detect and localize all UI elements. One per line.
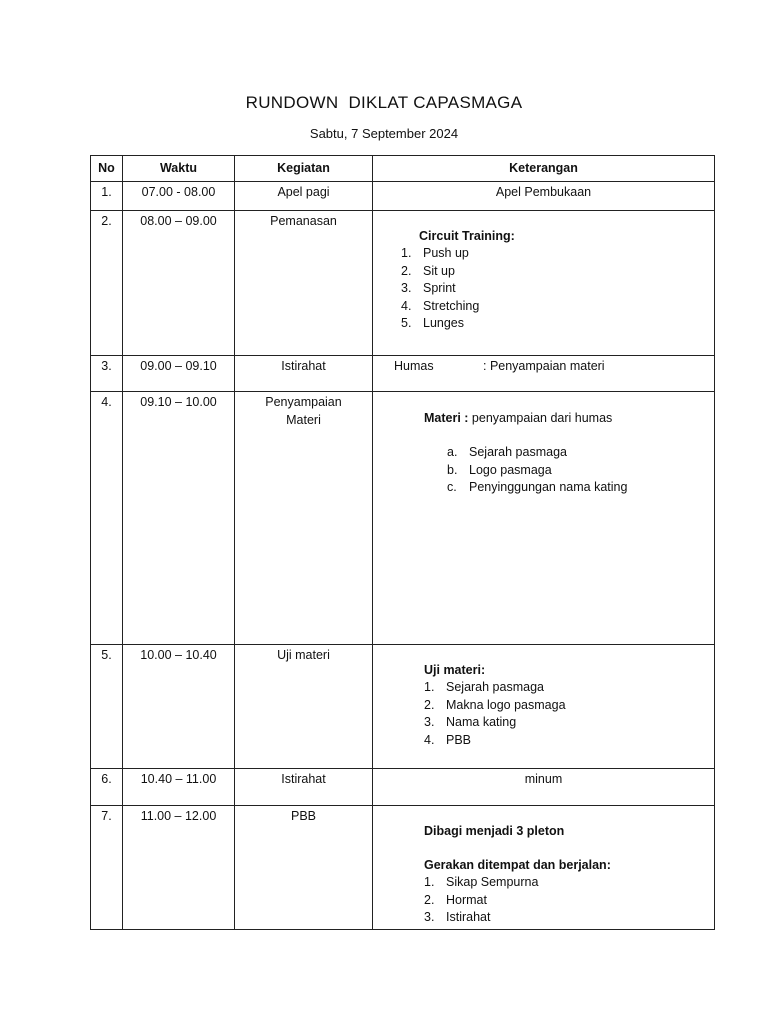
cell-kegiatan: PBB xyxy=(235,806,373,930)
cell-no: 1. xyxy=(91,182,123,211)
table-header-row xyxy=(91,156,715,182)
table-row xyxy=(91,356,715,392)
document-date: Sabtu, 7 September 2024 xyxy=(309,126,459,141)
humas-value: : Penyampaian materi xyxy=(483,359,605,373)
numbered-list xyxy=(424,874,538,927)
cell-keterangan xyxy=(373,392,715,645)
uji-materi-heading: Uji materi: xyxy=(424,663,486,677)
list-item: 2. Sit up xyxy=(401,263,455,278)
cell-kegiatan: Apel pagi xyxy=(235,182,373,211)
humas-label: Humas xyxy=(394,359,434,373)
cell-waktu: 09.10 – 10.00 xyxy=(123,392,235,645)
table-row xyxy=(91,392,715,645)
list-item: 1. Push up xyxy=(401,246,469,260)
list-item: c. Penyinggungan nama kating xyxy=(447,480,628,494)
cell-keterangan xyxy=(373,806,715,930)
list-item: 4. PBB xyxy=(424,732,472,747)
keterangan-heading xyxy=(419,228,515,246)
header-no: No xyxy=(91,156,123,182)
table-row xyxy=(91,645,715,769)
list-item: 2. Hormat xyxy=(424,892,487,907)
list-item: 2. Makna logo pasmaga xyxy=(424,697,566,712)
cell-keterangan xyxy=(373,356,715,392)
table-row xyxy=(91,182,715,211)
header-waktu: Waktu xyxy=(123,156,235,182)
cell-keterangan: Apel Pembukaan xyxy=(373,182,715,211)
cell-kegiatan: Istirahat xyxy=(235,769,373,806)
cell-no: 3. xyxy=(91,356,123,392)
gerakan-heading: Gerakan ditempat dan berjalan: xyxy=(424,858,611,872)
numbered-list xyxy=(424,679,566,749)
list-item: 3. Nama kating xyxy=(424,715,517,729)
cell-waktu: 08.00 – 09.00 xyxy=(123,211,235,356)
cell-keterangan: minum xyxy=(373,769,715,806)
cell-keterangan xyxy=(373,211,715,356)
cell-no: 6. xyxy=(91,769,123,806)
document-title: RUNDOWN DIKLAT CAPASMAGA xyxy=(245,93,523,112)
list-item: a. Sejarah pasmaga xyxy=(447,445,567,459)
cell-waktu: 11.00 – 12.00 xyxy=(123,806,235,930)
cell-kegiatan xyxy=(235,392,373,645)
circuit-training-heading: Circuit Training: xyxy=(419,229,515,243)
list-item: 1. Sikap Sempurna xyxy=(424,875,539,889)
table-row xyxy=(91,211,715,356)
kegiatan-line: Materi xyxy=(286,412,321,427)
cell-kegiatan: Istirahat xyxy=(235,356,373,392)
cell-keterangan xyxy=(373,645,715,769)
list-item: b. Logo pasmaga xyxy=(447,462,552,477)
table-row xyxy=(91,806,715,930)
cell-waktu: 09.00 – 09.10 xyxy=(123,356,235,392)
rundown-table xyxy=(90,155,715,930)
header-kegiatan: Kegiatan xyxy=(235,156,373,182)
cell-kegiatan: Uji materi xyxy=(235,645,373,769)
cell-waktu: 10.00 – 10.40 xyxy=(123,645,235,769)
table-row xyxy=(91,769,715,806)
cell-no: 2. xyxy=(91,211,123,356)
kegiatan-line: Penyampaian xyxy=(265,395,342,409)
cell-waktu: 10.40 – 11.00 xyxy=(123,769,235,806)
cell-no: 4. xyxy=(91,392,123,645)
list-item: 4. Stretching xyxy=(401,298,480,313)
list-item: 3. Sprint xyxy=(401,281,456,295)
cell-kegiatan: Pemanasan xyxy=(235,211,373,356)
cell-no: 5. xyxy=(91,645,123,769)
list-item: 3. Istirahat xyxy=(424,910,491,924)
list-item: 1. Sejarah pasmaga xyxy=(424,680,544,694)
cell-no: 7. xyxy=(91,806,123,930)
numbered-list xyxy=(401,245,479,333)
cell-waktu: 07.00 - 08.00 xyxy=(123,182,235,211)
pleton-heading: Dibagi menjadi 3 pleton xyxy=(424,824,565,838)
materi-heading: Materi : penyampaian dari humas xyxy=(424,411,613,425)
alpha-list xyxy=(447,444,627,497)
header-keterangan: Keterangan xyxy=(373,156,715,182)
list-item: 5. Lunges xyxy=(401,316,465,330)
